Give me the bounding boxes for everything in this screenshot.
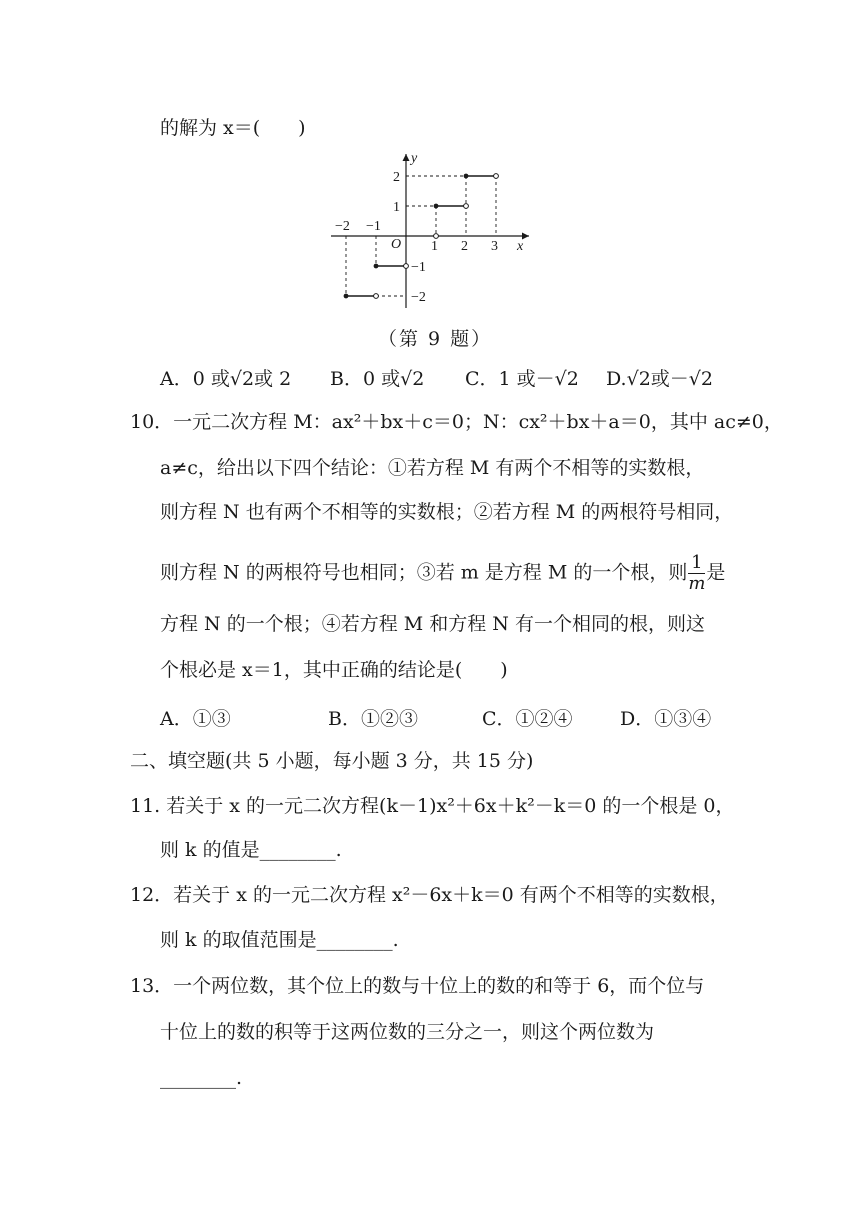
y-tick-label: −2 (411, 290, 426, 305)
q9-option-a: A．0 或√2或 2 (160, 368, 292, 390)
q13-line-2: 十位上的数的积等于这两位数的三分之一，则这个两位数为 (160, 1021, 655, 1043)
y-axis-label: y (411, 151, 418, 166)
q9-option-b: B．0 或√2 (330, 368, 425, 390)
q11-line-1: 11. 若关于 x 的一元二次方程(k－1)x²＋6x＋k²－k＝0 的一个根是 0， (130, 795, 735, 817)
fraction-denominator: m (688, 573, 706, 594)
q10-line-6: 个根必是 x＝1，其中正确的结论是( ) (160, 659, 508, 681)
closed-point (344, 294, 349, 299)
q10-option-b: B．①②③ (328, 708, 418, 730)
q12-line-1: 12．若关于 x 的一元二次方程 x²－6x＋k＝0 有两个不相等的实数根， (130, 884, 729, 906)
q10-option-d: D．①③④ (620, 708, 712, 730)
x-tick-label: 1 (431, 239, 438, 254)
q9-tail: 的解为 x＝( ) (160, 117, 306, 139)
q11-line-2: 则 k 的值是________. (160, 839, 342, 861)
fraction-1-over-m (688, 553, 705, 594)
closed-point (464, 174, 469, 179)
y-tick-label: 1 (393, 200, 400, 215)
q10-line-4-end: 是 (706, 561, 726, 584)
section-2-heading: 二、填空题(共 5 小题，每小题 3 分，共 15 分) (130, 750, 534, 772)
closed-point (374, 264, 379, 269)
step-function-figure (325, 148, 535, 318)
q9-option-c: C．1 或－√2 (465, 368, 579, 390)
open-point (434, 234, 439, 239)
q10-option-c: C．①②④ (482, 708, 573, 730)
y-tick-label: 2 (393, 170, 400, 185)
q10-option-a: A．①③ (160, 708, 231, 730)
fraction-numerator: 1 (688, 553, 705, 574)
q9-option-d: D.√2或－√2 (606, 368, 713, 390)
q10-line-1: 10．一元二次方程 M：ax²＋bx＋c＝0；N：cx²＋bx＋a＝0，其中 ac≠0， (130, 411, 783, 433)
y-tick-label: −1 (411, 260, 426, 275)
x-tick-label: −2 (335, 219, 350, 234)
x-tick-label: 3 (491, 239, 498, 254)
q10-line-4 (160, 553, 725, 594)
figure-caption: （第 9 题） (378, 328, 493, 350)
open-point (374, 294, 379, 299)
q13-line-1: 13．一个两位数，其个位上的数与十位上的数的和等于 6，而个位与 (130, 975, 705, 997)
open-point (404, 264, 409, 269)
q10-line-4-text: 则方程 N 的两根符号也相同；③若 m 是方程 M 的一个根，则 (160, 561, 688, 584)
q13-line-3: ________. (160, 1067, 243, 1089)
q10-line-2: a≠c，给出以下四个结论：①若方程 M 有两个不相等的实数根， (160, 457, 705, 479)
closed-point (434, 204, 439, 209)
q10-line-5: 方程 N 的一个根；④若方程 M 和方程 N 有一个相同的根，则这 (160, 613, 705, 635)
q12-line-2: 则 k 的取值范围是________. (160, 929, 399, 951)
x-axis-label: x (517, 239, 524, 254)
x-tick-label: 2 (461, 239, 468, 254)
open-point (494, 174, 499, 179)
q10-line-3: 则方程 N 也有两个不相等的实数根；②若方程 M 的两根符号相同， (160, 501, 734, 523)
x-tick-label: −1 (366, 219, 381, 234)
open-point (464, 204, 469, 209)
origin-label: O (391, 237, 402, 252)
